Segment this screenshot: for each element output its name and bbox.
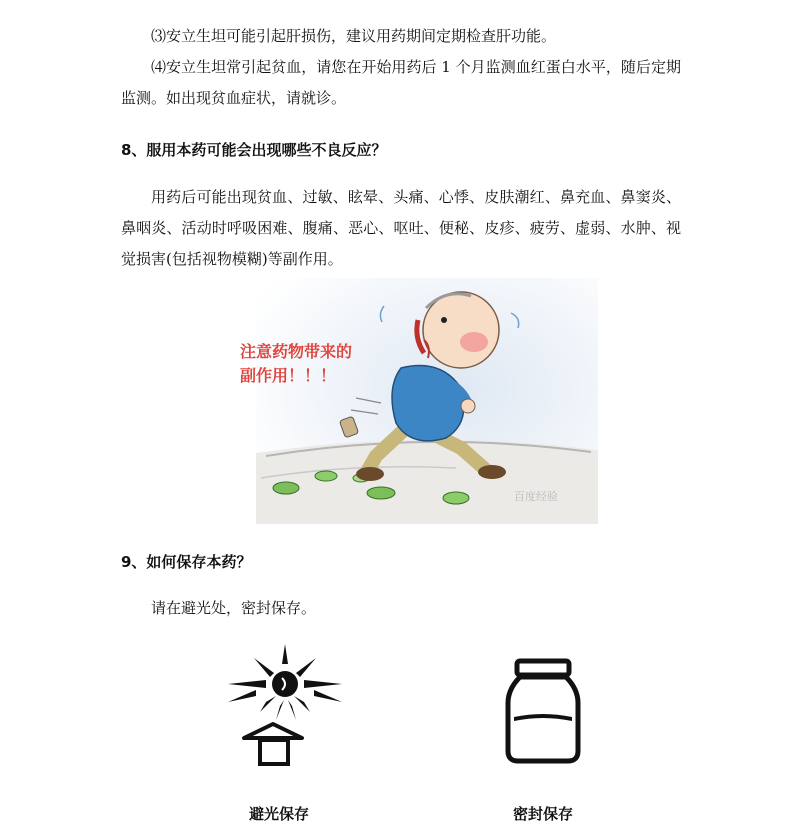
section-9-heading: 9、如何保存本药？ (121, 553, 252, 571)
side-effect-illustration (240, 278, 598, 524)
sealed-jar-icon (500, 655, 586, 767)
section-8-heading: 8、服用本药可能会出现哪些不良反应？ (121, 141, 387, 159)
warning-line-1: 注意药物带来的 (240, 342, 353, 361)
sun-light-avoid-icon (218, 640, 352, 770)
paragraph-item-4: ⑷安立生坦常引起贫血，请您在开始用药后 1 个月监测血红蛋白水平，随后定期监测。如出现贫血症状，请就诊。 (121, 58, 681, 107)
paragraph-item-3: ⑶安立生坦可能引起肝损伤，建议用药期间定期检查肝功能。 (151, 27, 557, 45)
warning-line-2: 副作用！！！ (240, 366, 337, 385)
section-9-body: 请在避光处，密封保存。 (151, 599, 317, 617)
caption-sealed: 密封保存 (513, 805, 574, 823)
section-8-body: 用药后可能出现贫血、过敏、眩晕、头痛、心悸、皮肤潮红、鼻充血、鼻窦炎、鼻咽炎、活动时呼吸困难、腹痛、恶心、呕吐、便秘、皮疹、疲劳、虚弱、水肿、视觉损害(包括视物模糊)等副作用。 (121, 188, 681, 268)
caption-avoid-light: 避光保存 (249, 805, 310, 823)
illustration-watermark: 百度经验 (514, 490, 558, 503)
illustration-warning-text (240, 340, 352, 388)
